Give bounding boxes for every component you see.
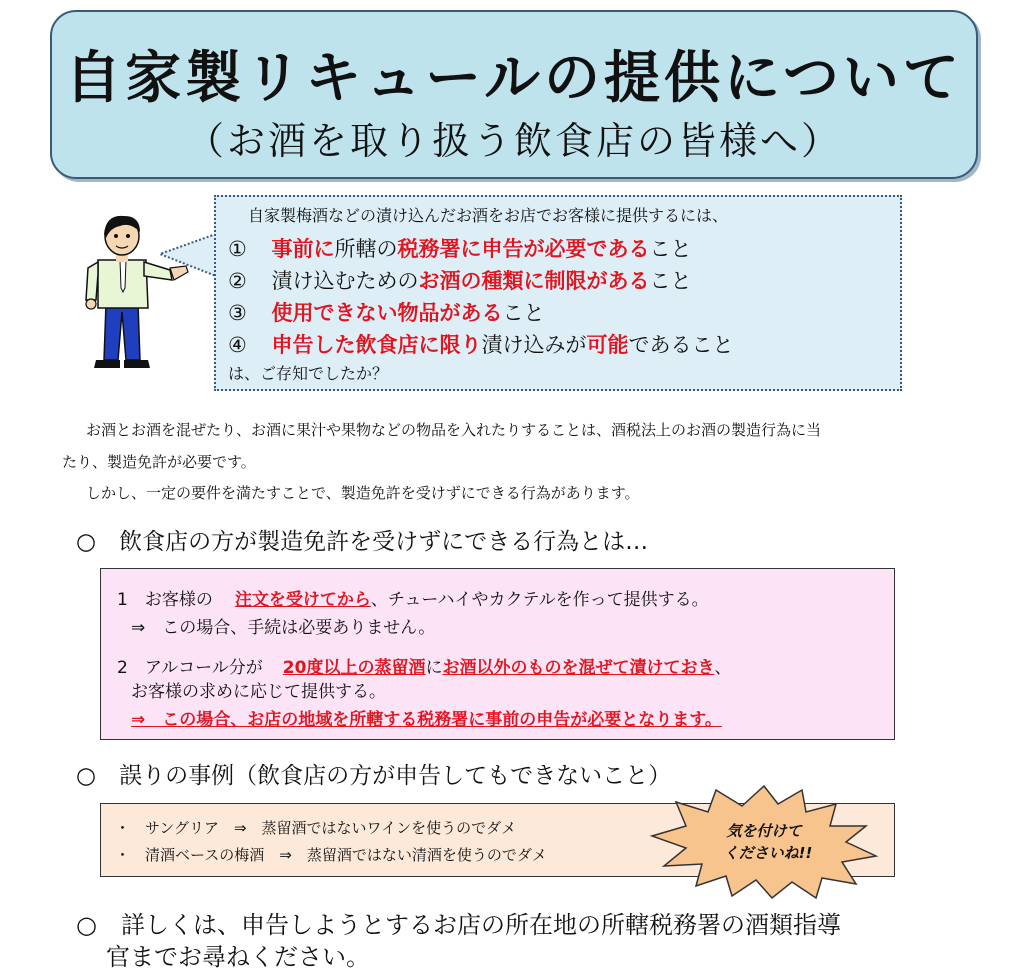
error-example-2: ・ 清酒ベースの梅酒 ⇒ 蒸留酒ではない清酒を使うのでダメ [115,846,547,864]
item-text: 漬け込みが [481,333,587,357]
permitted-item-2 [117,653,731,678]
item-text: 、チューハイやカクテルを作って提供する。 [370,590,709,610]
item-text: こと [649,269,692,293]
item-text-red: 20度以上の蒸留酒 [282,658,426,678]
section-heading-3-line-2: 官までお尋ねください。 [106,943,370,971]
bubble-item-2 [228,265,692,295]
section-heading-3-line-1: ○ 詳しくは、申告しようとするお店の所在地の所轄税務署の酒類指導 [76,911,841,939]
bubble-item-1 [228,233,692,263]
page-title: 自家製リキュールの提供について [65,46,963,111]
page-subtitle: （お酒を取り扱う飲食店の皆様へ） [185,119,842,163]
item-text-red: 事前に [271,237,335,261]
bubble-item-3 [228,297,545,327]
item-text: こと [649,237,692,261]
item-text-red: 使用できない物品がある [271,301,503,325]
permitted-item-2-note [131,705,722,730]
item-text-red: 注文を受けてから [234,590,371,610]
title-banner [50,10,978,179]
burst-text-line-2: くださいね!! [723,844,813,862]
error-example-1: ・ サングリア ⇒ 蒸留酒ではないワインを使うのでダメ [115,819,517,837]
note-text-red: ⇒ この場合、お店の地域を所轄する税務署に [131,710,486,730]
note-text-red: となります。 [621,710,722,730]
permitted-actions-box [100,568,895,740]
item-text-red: お酒の種類に制限がある [418,269,650,293]
item-text-red: 税務署に申告が必要である [397,237,650,261]
paragraph-1-line-1: お酒とお酒を混ぜたり、お酒に果汁や果物などの物品を入れたりすることは、酒税法上のお酒の製造行為に当 [86,421,822,439]
bubble-pointer [158,232,218,282]
bubble-outro: は、ご存知でしたか？ [228,364,389,383]
permitted-item-1-note: ⇒ この場合、手続は必要ありません。 [131,618,436,638]
item-text: 、 [714,658,732,678]
item-number: ① [228,237,247,261]
item-text-red: 申告した飲食店に限り [271,333,482,357]
permitted-item-1 [117,585,709,610]
item-text-red: 可能 [586,333,629,357]
item-number: ② [228,269,247,293]
permitted-item-2-cont: お客様の求めに応じて提供する。 [131,682,386,702]
item-text: 所轄の [334,237,398,261]
item-number: ③ [228,301,247,325]
paragraph-2: しかし、一定の要件を満たすことで、製造免許を受けずにできる行為があります。 [86,484,640,502]
bubble-intro: 自家製梅酒などの漬け込んだお酒をお店でお客様に提供するには、 [248,206,729,225]
speech-bubble [214,195,902,391]
bubble-item-4 [228,329,734,359]
item-text: であること [628,333,734,357]
burst-text-line-1: 気を付けて [726,822,802,840]
item-text: 漬け込むための [271,269,419,293]
item-text-red: お酒以外のものを混ぜて漬けておき [442,658,715,678]
paragraph-1-line-2: たり、製造免許が必要です。 [62,453,256,471]
section-heading-1: ○ 飲食店の方が製造免許を受けずにできる行為とは… [76,529,649,555]
item-text: こと [502,301,545,325]
item-text: 1 お客様の [117,590,213,610]
section-heading-2: ○ 誤りの事例（飲食店の方が申告してもできないこと） [76,763,672,789]
item-text: 2 アルコール分が [117,658,263,678]
item-number: ④ [228,333,247,357]
note-text-red: 事前の申告が必要 [485,710,622,730]
item-text: に [425,658,443,678]
warning-burst-icon [646,782,882,900]
